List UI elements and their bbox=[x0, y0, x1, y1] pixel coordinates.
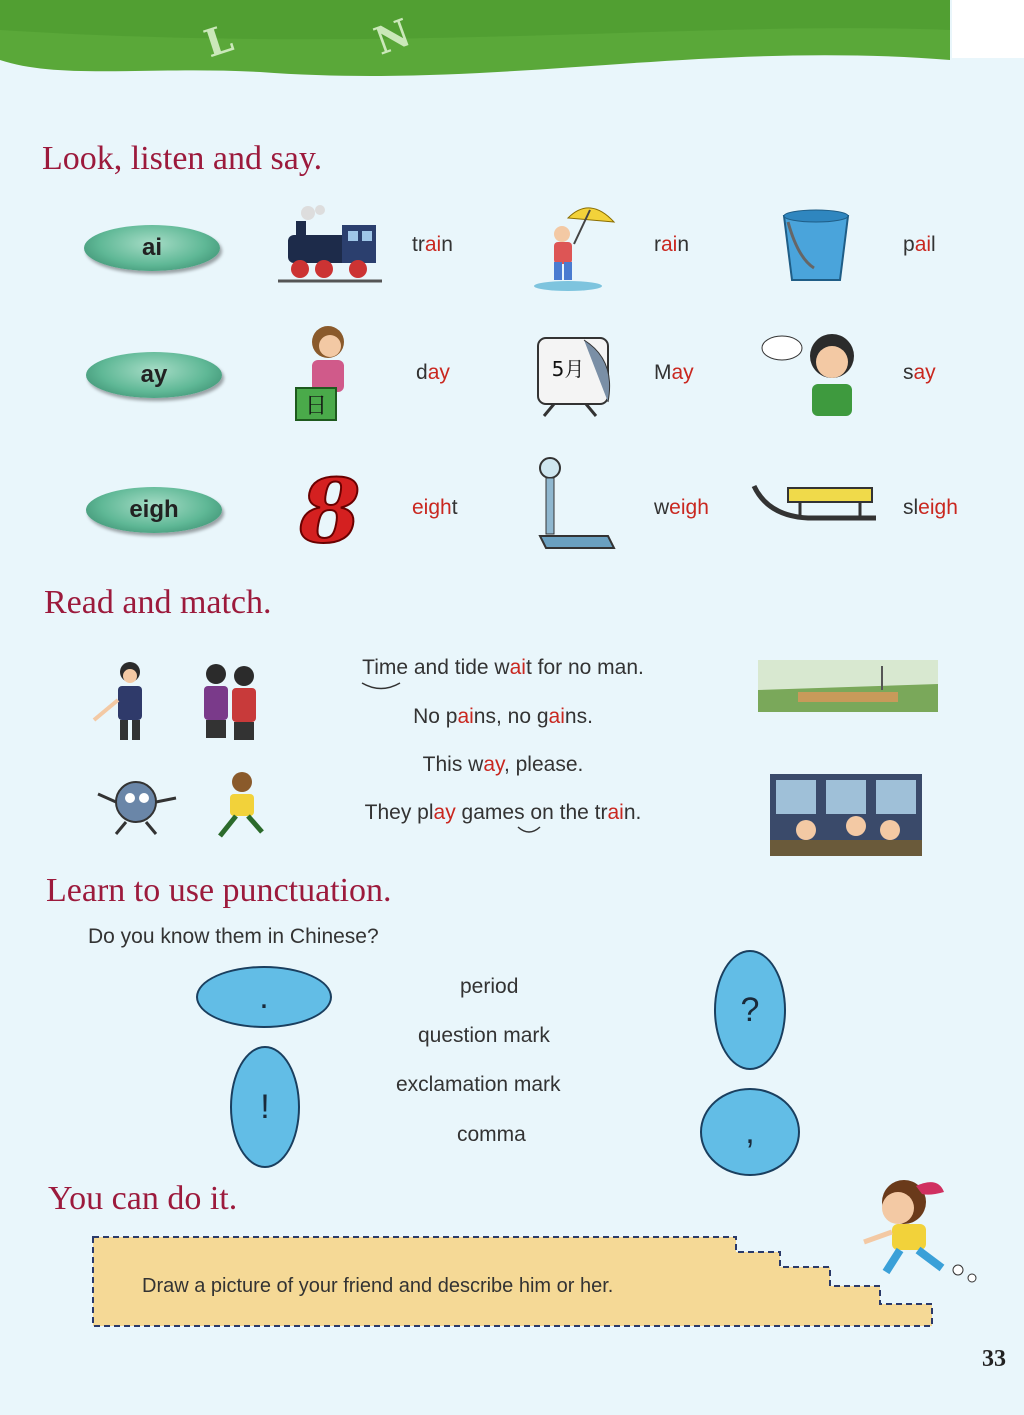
pail-picture bbox=[778, 208, 854, 284]
field-scene-picture bbox=[758, 660, 938, 712]
punctuation-title: Learn to use punctuation. bbox=[46, 872, 392, 909]
punctuation-name-period: period bbox=[460, 975, 519, 998]
two-children-picture bbox=[196, 662, 266, 742]
task-instruction: Draw a picture of your friend and describe him or her. bbox=[142, 1275, 614, 1297]
robot-running-picture bbox=[96, 772, 180, 836]
word-rain: rain bbox=[654, 233, 690, 256]
word-pail: pail bbox=[903, 233, 936, 256]
comma-symbol: , bbox=[700, 1088, 800, 1176]
punctuation-name-question-mark: question mark bbox=[418, 1024, 550, 1047]
question-mark-symbol: ? bbox=[714, 950, 786, 1070]
sentence-2: No pains, no gains. bbox=[413, 705, 593, 728]
punctuation-question: Do you know them in Chinese? bbox=[88, 925, 379, 948]
scale-picture bbox=[532, 456, 616, 556]
word-sleigh: sleigh bbox=[903, 496, 958, 519]
word-train: train bbox=[412, 233, 453, 256]
word-say: say bbox=[903, 361, 936, 384]
boy-running-picture bbox=[206, 770, 276, 840]
sentence-4: They play games on the train. bbox=[364, 801, 642, 824]
liaison-mark-1 bbox=[360, 680, 402, 692]
guide-woman-picture bbox=[90, 660, 160, 742]
page-number: 33 bbox=[982, 1346, 1006, 1372]
sound-oval-ai: ai bbox=[84, 225, 220, 271]
banner-letter-l: L bbox=[198, 14, 239, 67]
number-eight-picture bbox=[294, 466, 368, 546]
girl-day-sign-picture bbox=[290, 320, 364, 424]
word-may: May bbox=[654, 361, 694, 384]
train-interior-picture bbox=[770, 774, 922, 856]
read-match-title: Read and match. bbox=[44, 584, 272, 621]
calendar-picture bbox=[524, 330, 624, 420]
banner-letter-n: N bbox=[368, 9, 417, 64]
girl-speaking-picture bbox=[760, 326, 866, 418]
punctuation-name-exclamation-mark: exclamation mark bbox=[396, 1073, 561, 1096]
sound-oval-ay: ay bbox=[86, 352, 222, 398]
sentence-3: This way, please. bbox=[422, 753, 584, 776]
running-girl-picture bbox=[846, 1172, 982, 1288]
word-day: day bbox=[416, 361, 450, 384]
sentence-1: Time and tide wait for no man. bbox=[362, 656, 644, 679]
calendar-text: 5月 bbox=[551, 357, 585, 381]
eight-text: 8 bbox=[299, 466, 361, 546]
sleigh-picture bbox=[748, 480, 880, 532]
liaison-mark-2 bbox=[516, 824, 542, 836]
sound-oval-eigh: eigh bbox=[86, 487, 222, 533]
look-listen-title: Look, listen and say. bbox=[42, 140, 323, 177]
word-eight: eight bbox=[412, 496, 458, 519]
period-symbol: . bbox=[196, 966, 332, 1028]
exclamation-mark-symbol: ! bbox=[230, 1046, 300, 1168]
top-banner bbox=[0, 0, 1024, 110]
word-weigh: weigh bbox=[654, 496, 709, 519]
train-picture bbox=[278, 205, 382, 289]
you-can-do-it-title: You can do it. bbox=[48, 1180, 238, 1217]
punctuation-name-comma: comma bbox=[457, 1123, 526, 1146]
girl-umbrella-picture bbox=[528, 200, 618, 292]
day-sign-text: 日 bbox=[304, 394, 328, 419]
